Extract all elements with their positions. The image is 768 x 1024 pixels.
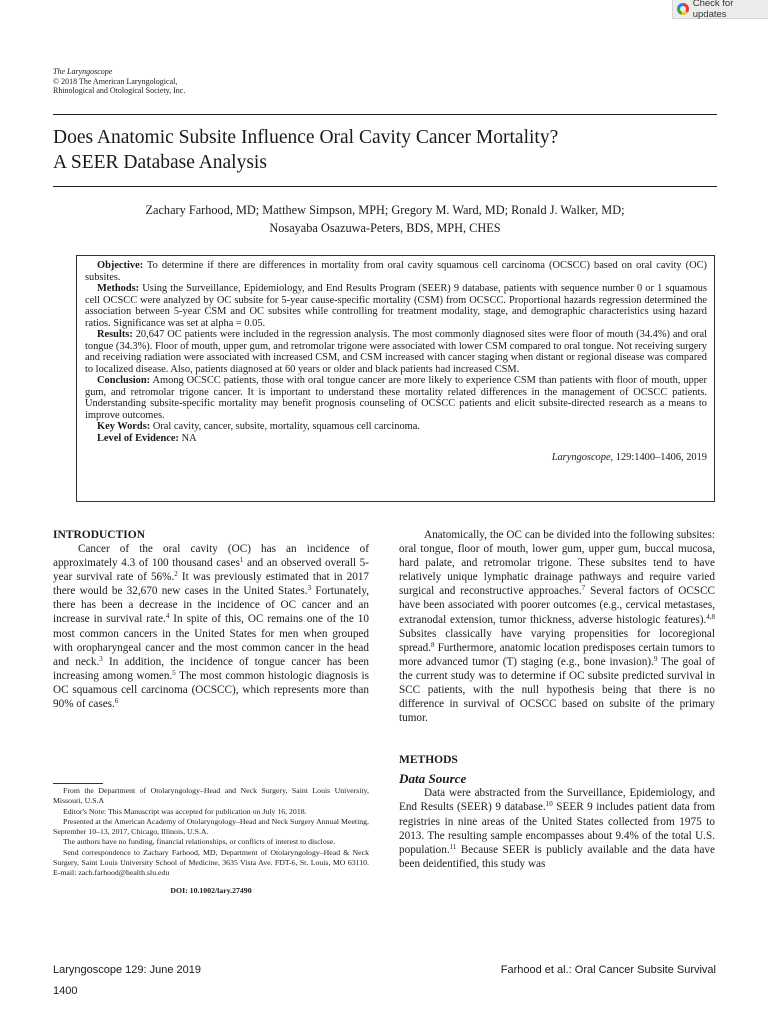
- footnote-affiliation: From the Department of Otolaryngology–Head and Neck Surgery, Saint Louis University, Missouri, U.S.A: [53, 786, 369, 806]
- title-line-1: Does Anatomic Subsite Influence Oral Cavity Cancer Mortality?: [53, 127, 559, 148]
- crossmark-icon: [677, 3, 689, 15]
- anatomy-paragraph: Anatomically, the OC can be divided into the following subsites: oral tongue, floor of mouth, lower gum, upper gum, buccal mucosa, hard palate, and retromolar trigone. These subsites tend to have relatively unique lymphatic drainage pathways and require varied surgical and reconstructive approaches.$^7$ Several factors of OCSCC have been associated with poorer outcomes (e.g., cervical metastases, extranodal extension, tumor thickness, adverse histologic features).$^{4,8}$ Subsites classically have varying propensities for locoregional spread.$^8$ Furthermore, anatomic location predisposes certain tumors to more advanced tumor (T) staging (e.g., bone invasion).$^9$ The goal of the current study was to determine if OC subsite predicted survival in SCC patients, with the null hypothesis being that there is no difference in survival of OCSCC based on subsite of the primary tumor.: [399, 529, 716, 725]
- title-bottom-rule: [53, 186, 717, 187]
- methods-label: Methods:: [97, 283, 140, 294]
- keywords-text: Oral cavity, cancer, subsite, mortality, squamous cell carcinoma.: [152, 421, 420, 432]
- footnote-rule: [53, 783, 103, 784]
- footnotes: [53, 786, 369, 896]
- authors-line-1: Zachary Farhood, MD; Matthew Simpson, MPH; Gregory M. Ward, MD; Ronald J. Walker, MD;: [145, 203, 625, 217]
- journal-masthead: [53, 67, 185, 96]
- footer-running-title: Farhood et al.: Oral Cancer Subsite Survival: [500, 964, 716, 976]
- evidence-label: Level of Evidence:: [97, 432, 179, 444]
- abstract-objective: [85, 260, 707, 283]
- data-source-heading: Data Source: [399, 771, 467, 787]
- introduction-heading: INTRODUCTION: [53, 529, 146, 541]
- footnote-disclosure: The authors have no funding, financial relationships, or conflicts of interest to disclose.: [63, 837, 336, 847]
- conclusion-text: Among OCSCC patients, those with oral tongue cancer are more likely to experience CSM than patients with floor of mouth, upper gum, and retromolar trigone cancer. It is important to understand these mortality related differences in the management of OCSCC patients. Understanding subsite-specific mortality may benefit prognosis counseling of OCSCC patients and elicit subsite-directed research as a means to improve outcomes.: [85, 375, 708, 421]
- abstract-results: [85, 329, 707, 375]
- abstract-methods: [85, 283, 707, 329]
- conclusion-label: Conclusion:: [97, 375, 151, 386]
- journal-name: The Laryngoscope: [53, 67, 113, 76]
- check-for-updates-label: Check for updates: [692, 0, 734, 20]
- right-column: [399, 528, 715, 871]
- data-source-paragraph: Data were abstracted from the Surveillance, Epidemiology, and End Results (SEER) 9 database.$^{10}$ SEER 9 includes patient data from registries in nine areas of the United States collected from 1975 to 2013. The resulting sample encompasses about 9.4% of the total U.S. population.$^{11}$ Because SEER is publicly available and the data have been deidentified, this study was: [399, 787, 715, 870]
- abstract-box: [76, 255, 715, 502]
- keywords-label: Key Words:: [97, 421, 151, 432]
- check-for-updates-button[interactable]: [672, 0, 768, 19]
- methods-text: Using the Surveillance, Epidemiology, and End Results Program (SEER) 9 database, patients with sequence number 0 or 1 squamous cell OCSCC were analyzed by OC subsite for 5-year cause-specific mortality (CSM) from OCSCC. Proportional hazards regression determined the association between 5-year CSM and OC subsites while controlling for treatment modality, stage, and demographic characteristics using hazard ratios. Significance was set at alpha = 0.05.: [85, 283, 707, 329]
- citation-journal: Laryngoscope,: [551, 452, 614, 463]
- objective-text: To determine if there are differences in mortality from oral cavity squamous cell carcinoma (OCSCC) based on oral cavity (OC) subsites.: [85, 260, 707, 283]
- introduction-paragraph: Cancer of the oral cavity (OC) has an incidence of approximately 4.3 of 100 thousand cases$^1$ and an observed overall 5-year survival rate of 56%.$^2$ It was previously estimated that in 2017 there would be 32,670 new cases in the United States.$^3$ Fortunately, there has been a decrease in the incidence of OC cancer and an increase in survival rate.$^4$ In spite of this, OC remains one of the 10 most common cancers in the United States for men when grouped with oropharyngeal cancer and the most common cancer in the head and neck.$^3$ In addition, the incidence of tongue cancer has been increasing among women.$^5$ The most common histologic diagnosis is OC squamous cell carcinoma (OCSCC), which represents more than 90% of cases.$^6$: [53, 543, 370, 711]
- society-line: Rhinological and Otological Society, Inc.: [53, 86, 186, 96]
- abstract-keywords: [85, 421, 707, 433]
- footnote-presented: Presented at the American Academy of Otolaryngology–Head and Neck Surgery Annual Meeting, September 10–13, 2017, Chicago, Illinois, U.S.A.: [53, 816, 369, 837]
- abstract-citation: [85, 452, 707, 464]
- footnote-editor-note: Editor's Note: This Manuscript was accepted for publication on July 16, 2018.: [63, 806, 307, 816]
- citation-volume: 129:1400–1406, 2019: [615, 452, 707, 463]
- copyright-line: © 2018 The American Laryngological,: [53, 76, 178, 86]
- footnote-correspondence: Send correspondence to Zachary Farhood, MD, Department of Otolaryngology–Head & Neck Surgery, Saint Louis University School of Medicine, 3635 Vista Ave. FDT-6, St. Louis, MO 63110. E-mail: zach.farhood@health.slu.edu: [53, 847, 369, 878]
- objective-label: Objective:: [97, 260, 144, 271]
- results-label: Results:: [97, 329, 133, 340]
- methods-heading: METHODS: [399, 754, 458, 767]
- evidence-text: NA: [181, 432, 197, 444]
- author-list: [53, 201, 717, 237]
- doi-link[interactable]: DOI: 10.1002/lary.27490: [170, 885, 252, 895]
- page-number: 1400: [53, 985, 78, 997]
- article-title: [53, 125, 713, 175]
- authors-line-2: Nosayaba Osazuwa-Peters, BDS, MPH, CHES: [269, 221, 501, 235]
- footer-journal-issue: Laryngoscope 129: June 2019: [53, 964, 202, 976]
- results-text: 20,647 OC patients were included in the regression analysis. The most commonly diagnosed sites were floor of mouth (34.4%) and oral tongue (34.3%). Floor of mouth, upper gum, and retromolar trigone were associated with lower CSM compared to oral tongue. Not receiving surgery and receiving radiation were associated with increased CSM, and CSM increased with cancer staging when distant or regional disease was compared to localized disease. Also, patients diagnosed at 60 years or older and black patients had increased CSM.: [85, 329, 707, 375]
- abstract-conclusion: [85, 375, 707, 421]
- left-column: [53, 528, 369, 711]
- title-line-2: A SEER Database Analysis: [53, 152, 267, 173]
- title-top-rule: [53, 114, 717, 115]
- abstract-evidence: [85, 433, 707, 445]
